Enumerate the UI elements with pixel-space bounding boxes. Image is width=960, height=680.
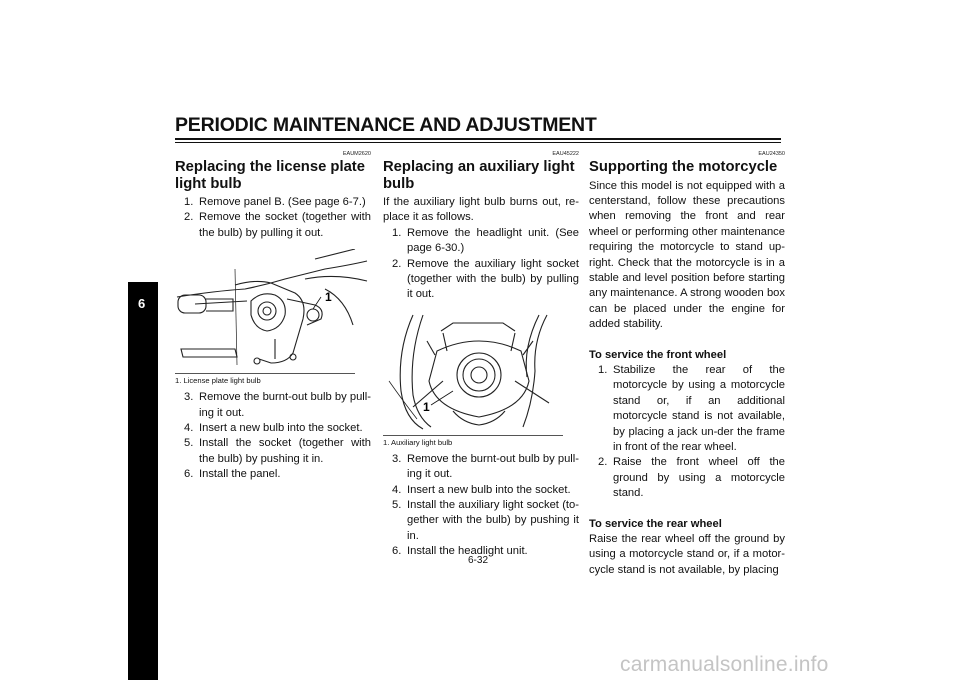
step-item: 1. Remove the headlight unit. (See page 6-30.) bbox=[392, 226, 579, 255]
step-item: 3. Remove the burnt-out bulb by pull-ing it out. bbox=[392, 452, 579, 481]
step-item: 5. Install the auxiliary light socket (to-gether with the bulb) by pushing it in. bbox=[392, 499, 579, 542]
rear-wheel-text: Raise the rear wheel off the ground by using a motorcycle stand or, if a motor-cycle stand is not available, by placing bbox=[589, 533, 785, 576]
figure-caption: 1. License plate light bulb bbox=[175, 376, 261, 386]
license-steps-a bbox=[175, 195, 371, 241]
figure-caption: 1. Auxiliary light bulb bbox=[383, 437, 453, 447]
step-item: 5. Install the socket (together with the bulb) by pushing it in. bbox=[184, 437, 371, 465]
section-code: EAU45222 bbox=[552, 151, 579, 157]
chapter-number: 6 bbox=[138, 296, 146, 311]
watermark: carmanualsonline.info bbox=[620, 653, 829, 676]
auxiliary-intro: If the auxiliary light bulb burns out, re-place it as follows. bbox=[383, 196, 579, 224]
step-item: 2. Raise the front wheel off the ground by using a motorcycle stand. bbox=[598, 456, 785, 500]
auxiliary-steps-a bbox=[383, 226, 579, 303]
column-license-plate bbox=[175, 151, 371, 483]
auxiliary-steps-b bbox=[383, 452, 579, 560]
step-item: 6. Install the panel. bbox=[184, 468, 281, 481]
supporting-intro: Since this model is not equipped with a centerstand, follow these precautions when removing the front and rear wheel or performing other maintenance requiring the motorcycle to stand up-right. Check that the motorcycle is in a stable and level position before starting any maintenance. A strong wooden box can be placed under the engine for added stability. bbox=[589, 179, 785, 331]
step-item: 4. Insert a new bulb into the socket. bbox=[392, 483, 571, 496]
column-auxiliary-light bbox=[383, 151, 579, 560]
section-code: EAUM2620 bbox=[342, 151, 371, 157]
step-item: 2. Remove the auxiliary light socket (together with the bulb) by pulling it out. bbox=[392, 257, 579, 301]
front-wheel-steps bbox=[589, 363, 785, 502]
section-code: EAU24350 bbox=[758, 151, 785, 157]
caption-rule bbox=[175, 373, 355, 374]
front-wheel-heading: To service the front wheel bbox=[589, 348, 727, 361]
auxiliary-light-figure bbox=[383, 311, 579, 431]
section-title-supporting: Supporting the motorcycle bbox=[589, 159, 778, 175]
column-supporting bbox=[589, 151, 785, 578]
header-rule bbox=[175, 138, 781, 140]
step-item: 4. Insert a new bulb into the socket. bbox=[184, 422, 363, 435]
step-item: 1. Remove panel B. (See page 6-7.) bbox=[184, 196, 366, 208]
license-plate-illustration bbox=[175, 249, 371, 369]
auxiliary-light-illustration bbox=[383, 311, 579, 431]
header-rule-thin bbox=[175, 142, 781, 143]
page-number: 6-32 bbox=[468, 555, 489, 566]
license-plate-figure bbox=[175, 249, 371, 369]
chapter-side-tab bbox=[128, 282, 158, 680]
step-item: 1. Stabilize the rear of the motorcycle by using a motorcycle stand or, if an additional motorcycle stand is not available, by placing a jack un-der the frame in front of the rear wheel. bbox=[598, 363, 785, 453]
rear-wheel-heading: To service the rear wheel bbox=[589, 517, 722, 530]
license-steps-b bbox=[175, 390, 371, 482]
step-item: 2. Remove the socket (together with the bulb) by pulling it out. bbox=[184, 211, 371, 239]
figure-callout: 1 bbox=[423, 399, 430, 414]
section-title-license-plate: Replacing the license plate light bulb bbox=[175, 159, 365, 192]
caption-rule bbox=[383, 435, 563, 436]
page-header-title: PERIODIC MAINTENANCE AND ADJUSTMENT bbox=[175, 114, 597, 136]
section-title-auxiliary-light: Replacing an auxiliary light bulb bbox=[383, 159, 575, 192]
step-item: 6. Install the headlight unit. bbox=[392, 545, 528, 558]
step-item: 3. Remove the burnt-out bulb by pull-ing it out. bbox=[184, 391, 371, 419]
figure-callout: 1 bbox=[325, 290, 332, 305]
